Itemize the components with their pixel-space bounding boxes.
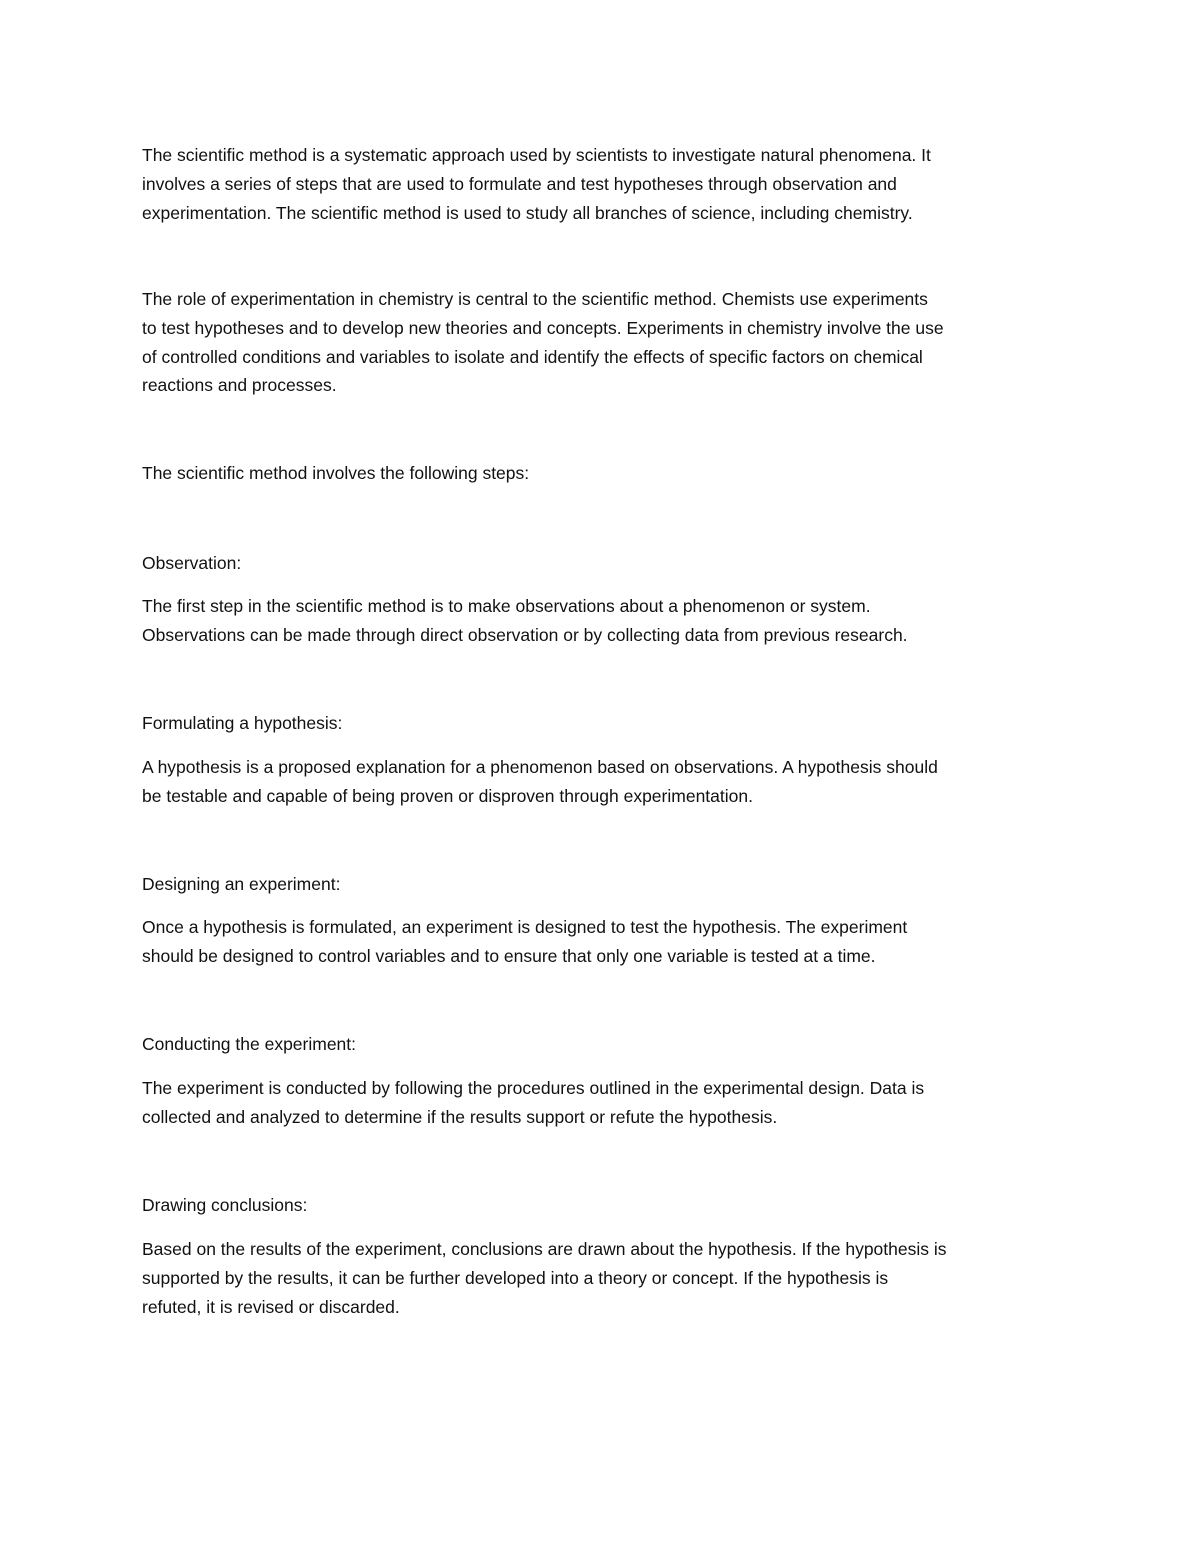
step-heading: Drawing conclusions: [142,1195,308,1215]
step-heading-observation [142,549,1062,578]
step-body-line: The experiment is conducted by following the procedures outlined in the experimental design. Data is [142,1078,925,1098]
step-body-line: refuted, it is revised or discarded. [142,1296,400,1317]
step-body-conclusions [142,1235,1062,1321]
steps-intro-paragraph [142,459,1062,488]
intro-line: involves a series of steps that are used to formulate and test hypotheses through observation and [142,173,897,194]
intro-line: The scientific method is a systematic approach used by scientists to investigate natural phenomena. It [142,145,931,165]
role-line: of controlled conditions and variables to isolate and identify the effects of specific factors on chemical [142,346,923,367]
step-body-line: A hypothesis is a proposed explanation for a phenomenon based on observations. A hypothesis should [142,757,938,777]
step-body-conducting [142,1074,1062,1132]
step-body-line: The first step in the scientific method is to make observations about a phenomenon or system. [142,596,871,616]
step-body-designing [142,913,1062,971]
step-body-line: collected and analyzed to determine if the results support or refute the hypothesis. [142,1106,778,1127]
role-line: reactions and processes. [142,375,337,396]
step-heading: Designing an experiment: [142,874,341,894]
role-paragraph [142,285,1062,400]
intro-paragraph [142,141,1062,227]
step-body-line: be testable and capable of being proven or disproven through experimentation. [142,785,753,806]
step-heading-designing [142,870,1062,899]
step-heading: Observation: [142,553,242,573]
step-body-line: should be designed to control variables and to ensure that only one variable is tested at a time. [142,945,876,966]
step-body-line: Based on the results of the experiment, conclusions are drawn about the hypothesis. If the hypothesis is [142,1239,947,1259]
role-line: The role of experimentation in chemistry is central to the scientific method. Chemists use experiments [142,289,928,309]
steps-intro-text: The scientific method involves the following steps: [142,463,530,483]
step-body-line: Observations can be made through direct observation or by collecting data from previous research. [142,624,908,645]
step-body-observation [142,592,1062,650]
step-heading-conducting [142,1030,1062,1059]
step-body-line: supported by the results, it can be further developed into a theory or concept. If the hypothesis is [142,1267,889,1288]
role-line: to test hypotheses and to develop new theories and concepts. Experiments in chemistry involve the use [142,317,944,338]
step-heading: Conducting the experiment: [142,1034,357,1054]
step-heading-hypothesis [142,709,1062,738]
step-heading: Formulating a hypothesis: [142,713,343,733]
intro-line: experimentation. The scientific method is used to study all branches of science, including chemistry. [142,202,913,223]
step-body-line: Once a hypothesis is formulated, an experiment is designed to test the hypothesis. The experiment [142,917,908,937]
step-body-hypothesis [142,753,1062,811]
step-heading-conclusions [142,1191,1062,1220]
